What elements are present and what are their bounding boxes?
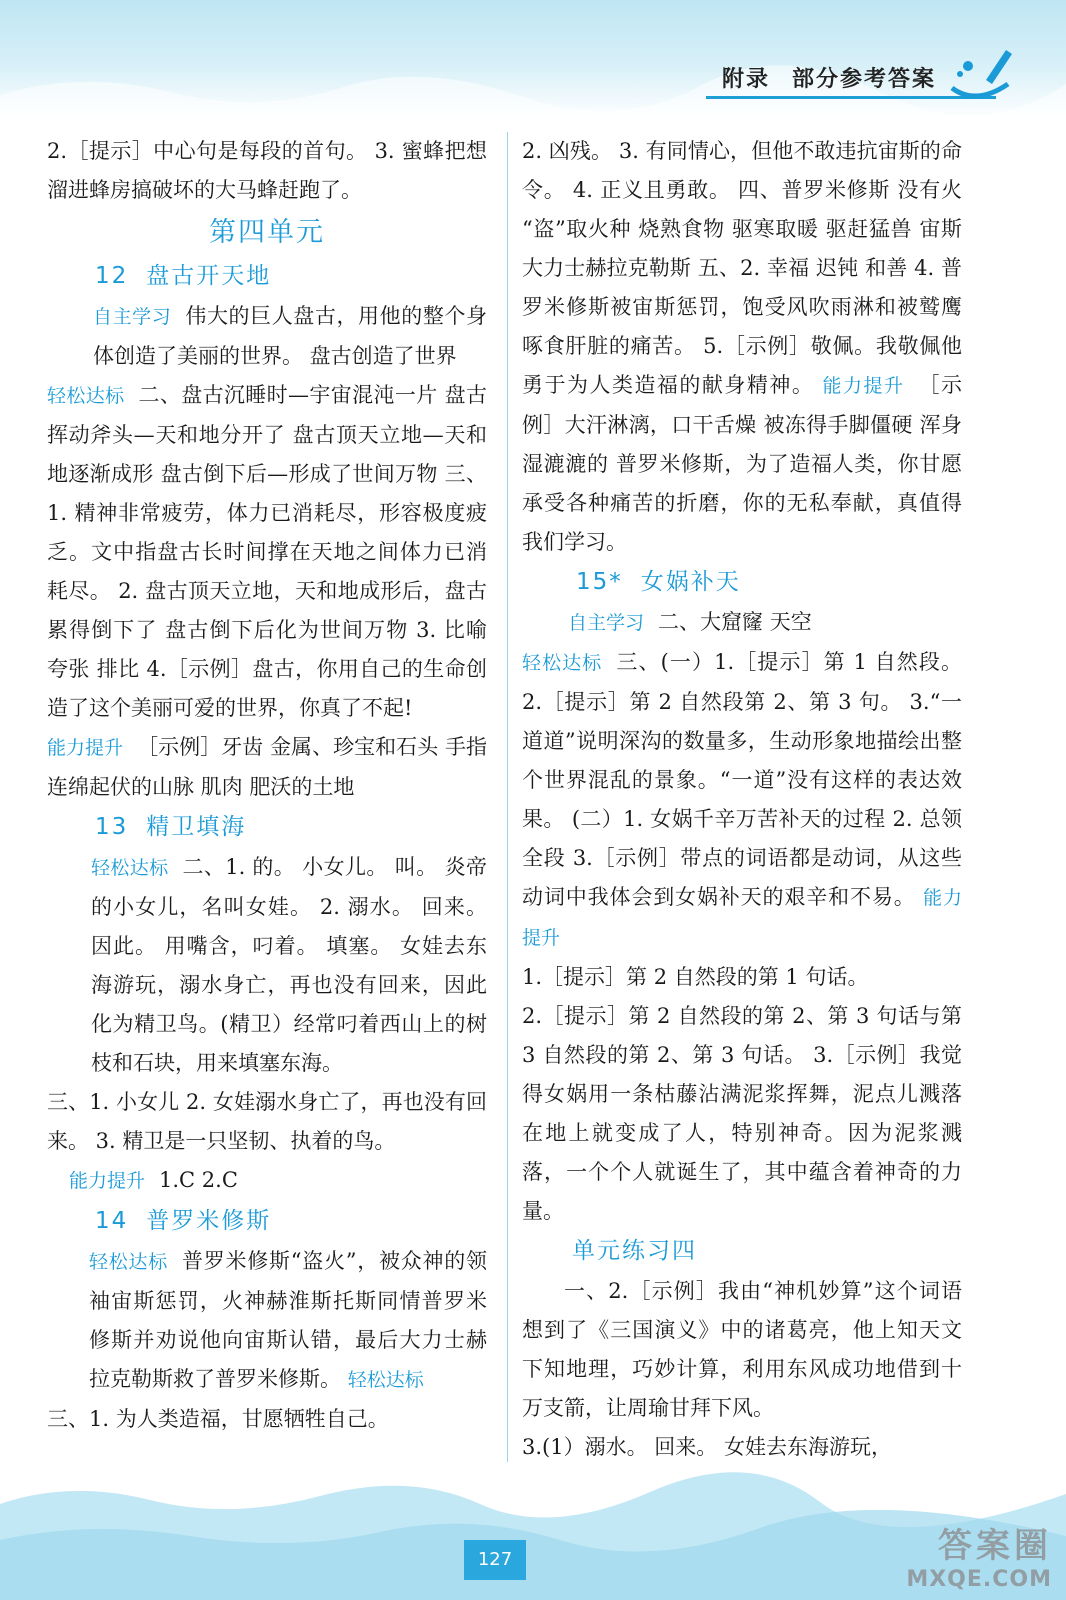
section-tag: 能力提升 <box>822 375 905 397</box>
page-number: 127 <box>464 1540 526 1580</box>
answer-text: ［示例］牙齿 金属、珍宝和石头 手指 连绵起伏的山脉 肌肉 肥沃的土地 <box>47 735 487 799</box>
unit-title: 第四单元 <box>209 217 325 248</box>
lesson-12-title <box>47 256 487 297</box>
answer-text: 一、2.［示例］我由“神机妙算”这个词语想到了《三国演义》中的诸葛亮，他上知天文下知地理，巧妙计算，利用东风成功地借到十万支箭，让周瑜甘拜下风。 <box>522 1279 962 1420</box>
header-band <box>0 0 1066 120</box>
section-tag: 轻松达标 <box>89 1251 169 1273</box>
left-column <box>47 132 487 1439</box>
watermark <box>906 1518 1052 1592</box>
answer-text: 二、盘古沉睡时—宇宙混沌一片 盘古挥动斧头—天和地分开了 盘古顶天立地—天和地逐渐成形 盘古倒下后—形成了世间万物 三、1. 精神非常疲劳，体力已消耗尽，形容极度疲乏。文中指盘古长时间撑在天地之间体力已消耗尽。 2. 盘古顶天立地，天和地成形后，盘古累得倒下了 盘古倒下后化为世间万物 3. 比喻 夸张 排比 4.［示例］盘古，你用自己的生命创造了这个美丽可爱的世界，你真了不起! <box>47 383 487 720</box>
lesson-14-title <box>47 1201 487 1242</box>
section-tag: 能力提升 <box>47 737 124 759</box>
lesson-name: 普罗米修斯 <box>146 1208 272 1234</box>
answer-text: 三、(一）1.［提示］第 1 自然段。 2.［提示］第 2 自然段第 2、第 3 句。 3.“一道道”说明深沟的数量多，生动形象地描绘出整个世界混乱的景象。“一道”没有这样的表达效果。 (二）1. 女娲千辛万苦补天的过程 2. 总领全段 3.［示例］带点的词语都是动词，从这些动词中我体会到女娲补天的艰辛和不易。 <box>522 650 962 909</box>
answer-text: 2. 凶残。 3. 有同情心，但他不敢违抗宙斯的命令。 4. 正义且勇敢。 四、普罗米修斯 没有火 “盗”取火种 烧熟食物 驱寒取暖 驱赶猛兽 宙斯 大力士赫拉克勒斯 五、2. 幸福 迟钝 和善 4. 普罗米修斯被宙斯惩罚，饱受风吹雨淋和被鹫鹰啄食肝脏的痛苦。 5.［示例］敬佩。我敬佩他勇于为人类造福的献身精神。 <box>522 139 962 397</box>
answer-text: 1.［提示］第 2 自然段的第 1 句话。 <box>522 965 869 989</box>
lesson-number: 12 <box>95 263 129 289</box>
lesson-name: 女娲补天 <box>640 569 741 595</box>
watermark-logo: 答案圈 <box>938 1526 1052 1566</box>
answer-text: 二、1. 的。 小女儿。 叫。 炎帝的小女儿，名叫女娃。 2. 溺水。 回来。 因此。 用嘴含，叼着。 填塞。 女娃去东海游玩，溺水身亡，再也没有回来，因此化为精卫鸟。(精卫）经常叼着西山上的树枝和石块，用来填塞东海。 <box>91 855 487 1075</box>
intro-answer: 2.［提示］中心句是每段的首句。 3. 蜜蜂把想溜进蜂房搞破坏的大马蜂赶跑了。 <box>47 139 487 202</box>
lesson-name: 精卫填海 <box>146 814 247 840</box>
answer-text: 3.(1）溺水。 回来。 女娃去东海游玩， <box>522 1435 892 1459</box>
answer-text: 伟大的巨人盘古，用他的整个身体创造了美丽的世界。 盘古创造了世界 <box>93 304 487 368</box>
answer-text: 二、大窟窿 天空 <box>658 610 812 634</box>
lesson-number: 15* <box>576 569 623 595</box>
lesson-number: 14 <box>95 1208 129 1234</box>
section-tag: 能力提升 <box>522 887 962 949</box>
answer-text: 2.［提示］第 2 自然段的第 2、第 3 句话与第 3 自然段的第 2、第 3 句话。 3.［示例］我觉得女娲用一条枯藤沾满泥浆挥舞，泥点儿溅落在地上就变成了人，特别神奇。因为泥浆溅落，一个个人就诞生了，其中蕴含着神奇的力量。 <box>522 1004 962 1223</box>
lesson-number: 13 <box>95 814 129 840</box>
watermark-url: MXQE.COM <box>906 1567 1052 1592</box>
lesson-13-title <box>47 807 487 848</box>
section-tag: 轻松达标 <box>522 652 603 674</box>
lesson-15-title <box>522 562 962 603</box>
pen-icon <box>946 40 1026 114</box>
header-section: 部分参考答案 <box>791 66 936 92</box>
right-column <box>522 132 962 1467</box>
section-tag: 自主学习 <box>568 612 645 634</box>
section-tag: 能力提升 <box>69 1170 146 1192</box>
answer-text: 三、1. 小女儿 2. 女娃溺水身亡了，再也没有回来。 3. 精卫是一只坚韧、执着的鸟。 <box>47 1090 487 1153</box>
answer-text: 普罗米修斯“盗火”，被众神的领袖宙斯惩罚，火神赫淮斯托斯同情普罗米修斯并劝说他向宙斯认错，最后大力士赫拉克勒斯救了普罗米修斯。 <box>89 1249 487 1391</box>
answer-text: 三、1. 为人类造福，甘愿牺牲自己。 <box>47 1407 389 1431</box>
answer-text: ［示例］大汗淋漓，口干舌燥 被冻得手脚僵硬 浑身湿漉漉的 普罗米修斯，为了造福人类，你甘愿承受各种痛苦的折磨，你的无私奉献，真值得我们学习。 <box>522 373 963 554</box>
unit-exercise-title: 单元练习四 <box>572 1238 697 1264</box>
section-tag: 轻松达标 <box>347 1369 424 1391</box>
column-divider <box>507 132 508 1462</box>
lesson-name: 盘古开天地 <box>146 263 272 289</box>
header-appendix: 附录 <box>721 66 770 92</box>
answer-text: 1.C 2.C <box>159 1168 238 1192</box>
section-tag: 自主学习 <box>93 306 172 328</box>
header-title <box>722 62 936 93</box>
section-tag: 轻松达标 <box>91 857 169 879</box>
section-tag: 轻松达标 <box>47 385 125 407</box>
